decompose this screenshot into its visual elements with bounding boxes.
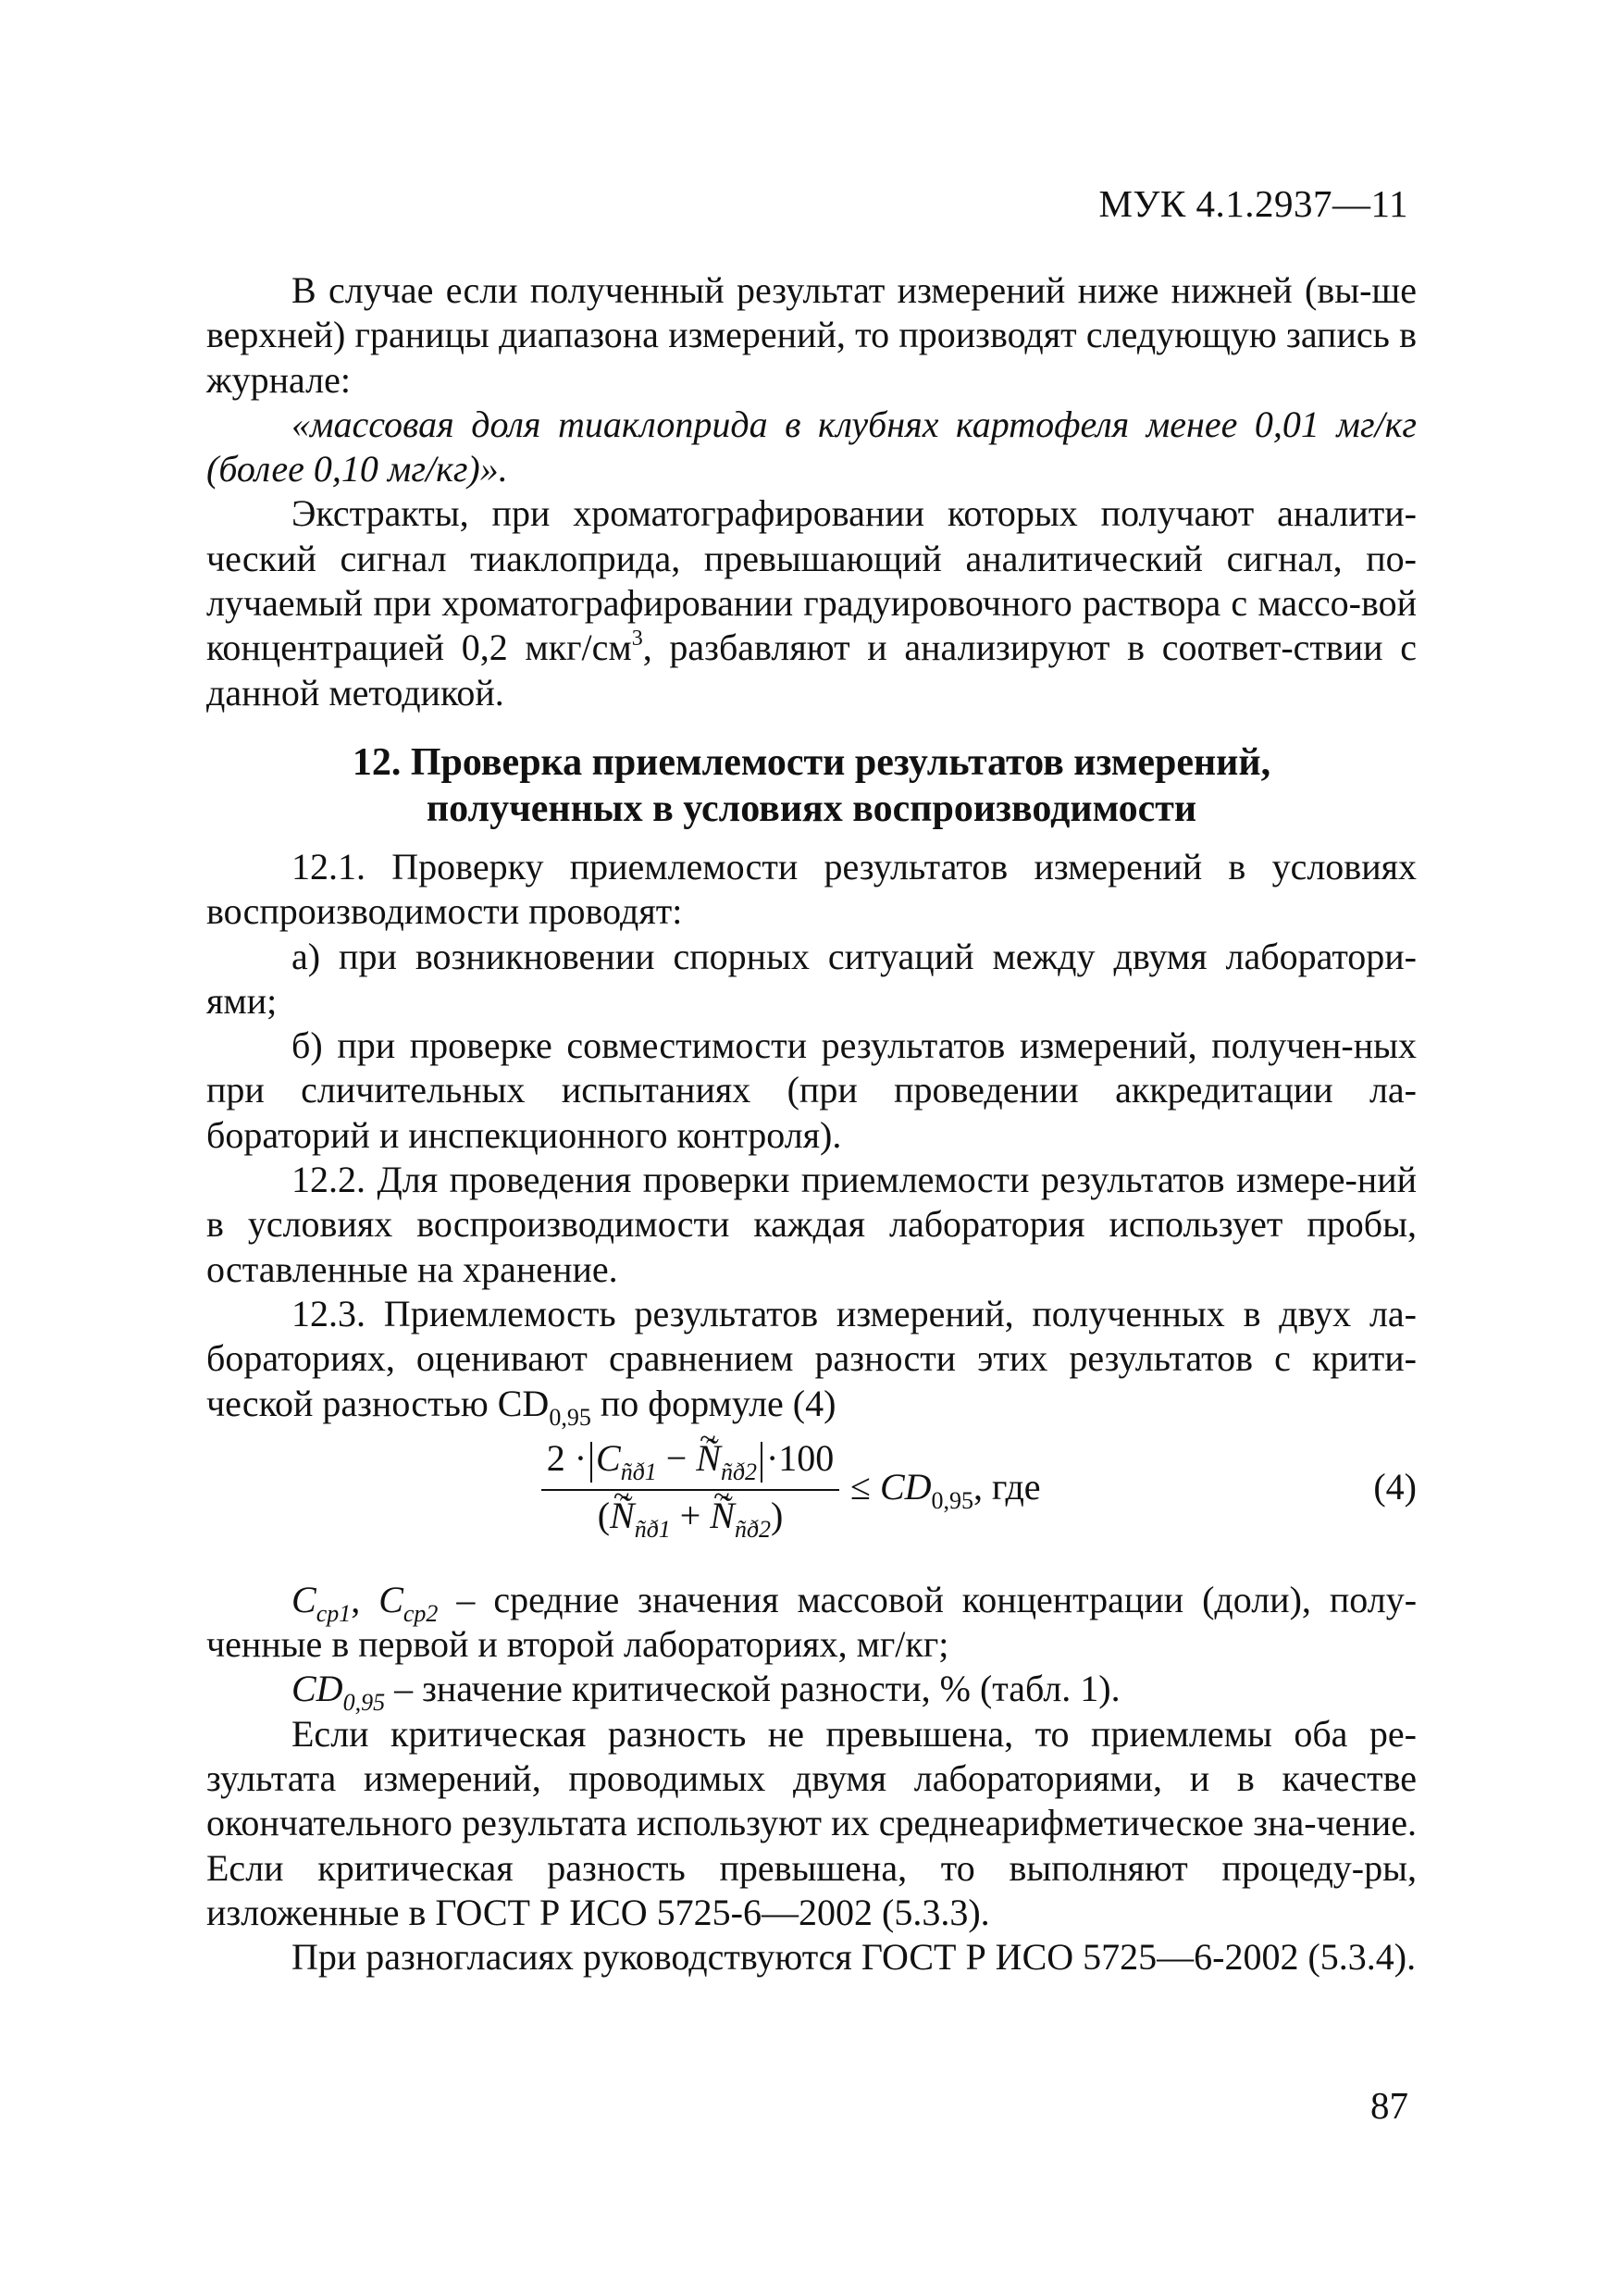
denominator-c1: ~ Ñ <box>610 1491 635 1541</box>
numerator-c1-sub: ñð1 <box>620 1458 657 1485</box>
superscript-cubic: 3 <box>631 627 643 652</box>
denominator-close-paren: ) <box>770 1494 784 1536</box>
numerator-minus: − <box>656 1436 697 1479</box>
cd-subscript: 0,95 <box>549 1403 591 1431</box>
formula-numerator <box>538 1433 843 1489</box>
page-number: 87 <box>1370 2084 1408 2127</box>
def-c1-symbol: C <box>291 1578 316 1620</box>
paragraph-extracts <box>206 491 1417 714</box>
definition-c-averages <box>206 1578 1417 1668</box>
cd-symbol-sub: 0,95 <box>931 1486 974 1514</box>
paragraph-critical-difference: Если критическая разность не превышена, то приемлемы оба ре-зультата измерений, проводимых двумя лабораториями, и в качестве окончательного результата используют их среднеарифметическое зна-чение. Если критическая разность превышена, то выполняют процеду-ры, изложенные в ГОСТ Р ИСО 5725-6—2002 (5.3.3). <box>206 1712 1417 1933</box>
denominator-c2: ~ Ñ <box>710 1491 735 1541</box>
cd-symbol: CD <box>879 1465 932 1508</box>
abs-bar-right <box>761 1442 762 1483</box>
clause-12-3-text-end: по формуле (4) <box>590 1382 836 1424</box>
def-cd-text: – значение критической разности, % (табл. 1). <box>385 1668 1121 1710</box>
numerator-c2-sub: ñð2 <box>720 1458 757 1485</box>
clause-12-1-item-b: б) при проверке совместимости результатов измерений, получен-ных при сличительных испытаниях (при проведении аккредитации ла-бораторий и инспекционного контроля). <box>206 1024 1417 1156</box>
def-c2-sub: ср2 <box>403 1599 439 1627</box>
paragraph-extracts-text-start: Экстракты, при хроматографировании которых получают аналити-ческий сигнал тиаклоприда, превышающий аналитический сигнал, по-лучаемый при хроматографировании градуировочного раствора с массо-вой концентрацией 0,2 мкг/см <box>206 492 1417 669</box>
def-separator: , <box>351 1578 379 1620</box>
def-c-text: – средние значения массовой концентрации (доли), полу-ченные в первой и второй лабораториях, мг/кг; <box>206 1578 1418 1666</box>
section-heading-line-1: 12. Проверка приемлемости результатов измерений, <box>352 740 1271 784</box>
clause-12-2: 12.2. Для проведения проверки приемлемости результатов измере-ний в условиях воспроизводимости каждая лаборатория использует пробы, оставленные на хранение. <box>206 1159 1417 1290</box>
denominator-c2-sub: ñð2 <box>734 1515 771 1543</box>
formula-inequality <box>850 1465 1041 1514</box>
definition-cd <box>206 1667 1417 1717</box>
paragraph-out-of-range: В случае если полученный результат измерений ниже нижней (вы-ше верхней) границы диапазона измерений, то производят следующую запись в журнале: <box>206 269 1417 401</box>
abs-bar-left <box>590 1442 592 1483</box>
numerator-suffix: ·100 <box>765 1436 835 1479</box>
formula-4 <box>206 1433 1417 1572</box>
formula-fraction <box>538 1433 843 1546</box>
clause-12-1: 12.1. Проверку приемлемости результатов измерений в условиях воспроизводимости проводят: <box>206 845 1417 933</box>
clause-12-1-item-a: а) при возникновении спорных ситуаций между двумя лаборатори-ями; <box>206 935 1417 1022</box>
section-heading-line-2: полученных в условиях воспроизводимости <box>426 787 1197 830</box>
journal-entry-quote: «массовая доля тиаклоприда в клубнях картофеля менее 0,01 мг/кг (более 0,10 мг/кг)». <box>206 403 1417 490</box>
formula-number: (4) <box>1373 1465 1417 1508</box>
denominator-c1-sub: ñð1 <box>634 1515 671 1543</box>
formula-denominator <box>538 1491 843 1546</box>
numerator-prefix: 2 · <box>546 1436 588 1479</box>
numerator-c1: C <box>596 1436 621 1479</box>
document-code-header: МУК 4.1.2937—11 <box>1098 182 1408 225</box>
leq-sign: ≤ <box>850 1465 880 1508</box>
formula-where: , где <box>973 1465 1041 1508</box>
paragraph-disagreements: При разногласиях руководствуются ГОСТ Р ИСО 5725—6-2002 (5.3.4). <box>291 1936 1417 1979</box>
paragraph-extracts-text-end: , разбавляют и анализируют в соответ-ствии с данной методикой. <box>206 627 1417 714</box>
numerator-c2: ~ Ñ <box>696 1433 721 1483</box>
def-c2-symbol: C <box>378 1578 403 1620</box>
def-c1-sub: ср1 <box>316 1599 352 1627</box>
def-cd-sub: 0,95 <box>342 1689 386 1717</box>
page-body <box>206 268 1417 1980</box>
section-12-heading <box>206 739 1417 832</box>
denominator-plus: + <box>670 1494 711 1536</box>
clause-12-3-text-start: 12.3. Приемлемость результатов измерений, полученных в двух ла-бораториях, оценивают сравнением разности этих результатов с крити-ческой разностью CD <box>206 1292 1417 1424</box>
def-cd-symbol: CD <box>291 1668 343 1710</box>
clause-12-3 <box>206 1292 1417 1431</box>
denominator-open-paren: ( <box>597 1494 611 1536</box>
